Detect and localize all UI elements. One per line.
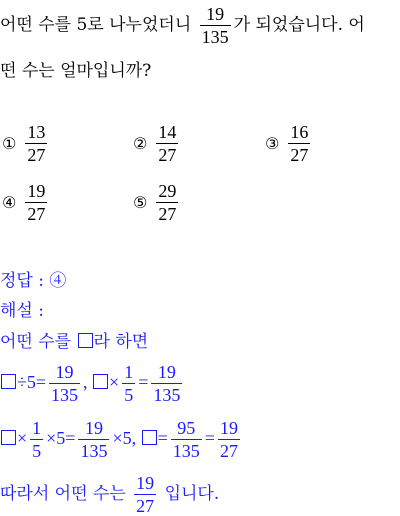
problem-text-c: 떤 수는 얼마입니까?: [0, 61, 152, 81]
eq1-div: ÷5=: [17, 372, 47, 393]
option-1-fraction: $\frac{13}{27}$: [27, 122, 46, 166]
option-5-mark: ⑤: [133, 193, 148, 213]
eq1-times: ×: [109, 372, 120, 393]
option-2-fraction: $\frac{14}{27}$: [158, 122, 177, 166]
eq1-comma: ,: [83, 372, 93, 393]
blank-box: [1, 430, 16, 445]
conclusion-line: [0, 473, 219, 516]
eq2-equals-2: =: [204, 428, 215, 449]
eq1-fraction-1: $\frac{19}{135}$: [51, 362, 79, 406]
eq2-fraction-2: $\frac{19}{135}$: [80, 418, 108, 462]
option-4-mark: ④: [2, 193, 17, 213]
eq1-equals: =: [138, 372, 149, 393]
eq2-fraction-1: $\frac{1}{5}$: [32, 418, 42, 462]
option-4[interactable]: [2, 181, 50, 224]
equation-1: [0, 362, 185, 405]
problem-fraction: $\frac{19}{135}$: [201, 4, 229, 48]
eq2-mid: ×5=: [46, 428, 76, 449]
option-2-mark: ②: [133, 134, 148, 154]
eq2-times: ×: [17, 428, 28, 449]
option-1-mark: ①: [2, 134, 17, 154]
equation-2: [0, 418, 243, 461]
eq1-fraction-3: $\frac{19}{135}$: [153, 362, 181, 406]
eq1-fraction-2: $\frac{1}{5}$: [124, 362, 134, 406]
blank-box: [93, 374, 108, 389]
intro-text-a: 어떤 수를: [0, 332, 77, 352]
blank-box: [78, 333, 93, 348]
answer-label: 정답 :: [0, 271, 50, 291]
option-4-fraction: $\frac{19}{27}$: [27, 181, 46, 225]
eq2-equals: =: [157, 428, 168, 449]
conclusion-text-b: 입니다.: [159, 484, 220, 505]
conclusion-fraction: $\frac{19}{27}$: [136, 473, 155, 516]
eq2-fraction-4: $\frac{19}{27}$: [219, 418, 238, 462]
option-3-fraction: $\frac{16}{27}$: [290, 122, 309, 166]
eq2-tail: ×5,: [112, 428, 141, 449]
option-5[interactable]: [133, 181, 181, 224]
eq2-fraction-3: $\frac{95}{135}$: [172, 418, 200, 462]
option-1[interactable]: [2, 122, 50, 165]
blank-box: [142, 430, 157, 445]
explanation-label: 해설 :: [0, 301, 44, 321]
problem-line-1: [0, 4, 365, 47]
blank-box: [1, 374, 16, 389]
intro-text-b: 라 하면: [93, 332, 149, 352]
explanation-intro: [0, 333, 148, 351]
option-2[interactable]: [133, 122, 181, 165]
option-5-fraction: $\frac{29}{27}$: [158, 181, 177, 225]
problem-line-2: [0, 63, 151, 80]
problem-text-a: 어떤 수를 5로 나누었더니: [0, 15, 197, 36]
problem-text-b: 가 되었습니다. 어: [233, 15, 365, 36]
answer-line: [0, 273, 66, 290]
option-3[interactable]: [265, 122, 313, 165]
option-3-mark: ③: [265, 134, 280, 154]
answer-value: ④: [49, 271, 67, 291]
conclusion-text-a: 따라서 어떤 수는: [0, 484, 132, 505]
